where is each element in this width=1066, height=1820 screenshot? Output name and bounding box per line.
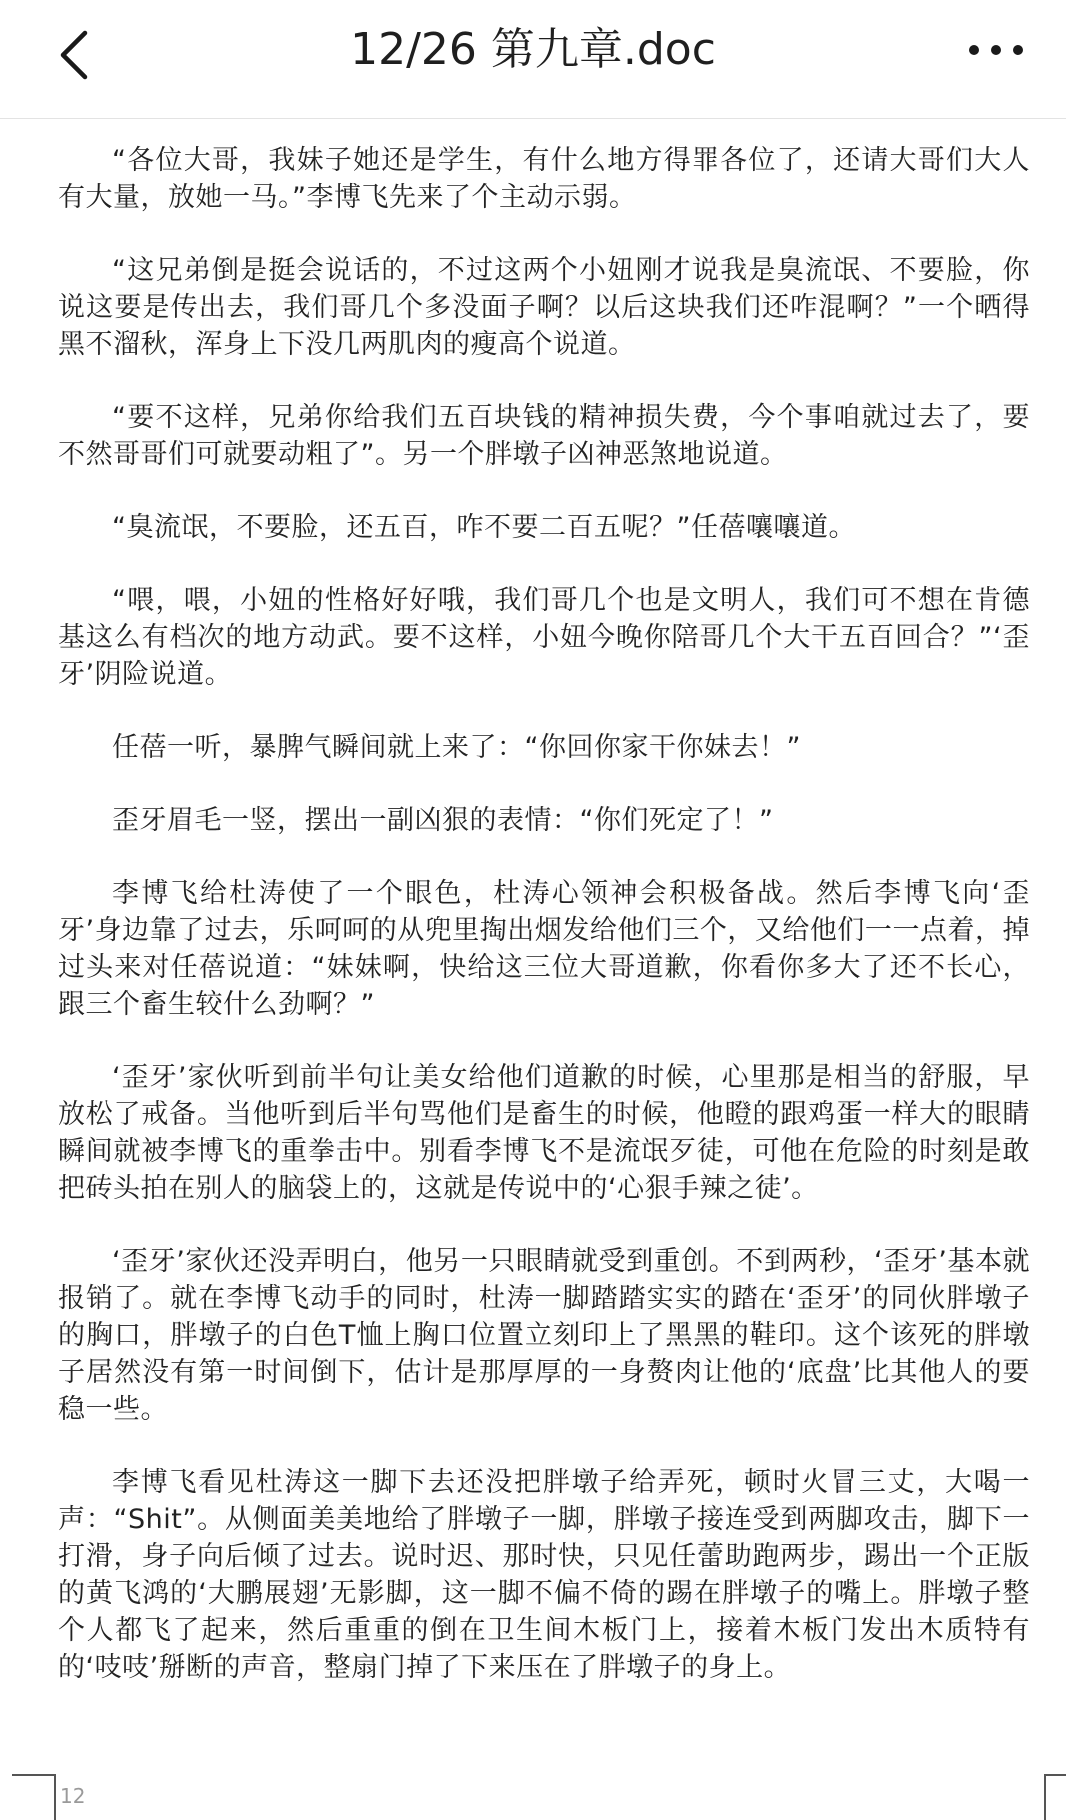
more-horizontal-icon bbox=[966, 42, 1026, 58]
paragraph: ‘歪牙’家伙听到前半句让美女给他们道歉的时候，心里那是相当的舒服，早放松了戒备。当他听到后半句骂他们是畜生的时候，他瞪的跟鸡蛋一样大的眼睛瞬间就被李博飞的重拳击中。别看李博飞不是流氓歹徒，可他在危险的时刻是敢把砖头拍在别人的脑袋上的，这就是传说中的‘心狠手辣之徒’。 bbox=[58, 1062, 1030, 1204]
more-options-button[interactable] bbox=[956, 22, 1036, 78]
paragraph: 任蓓一听，暴脾气瞬间就上来了：“你回你家干你妹去！” bbox=[112, 732, 801, 763]
paragraph: 李博飞看见杜涛这一脚下去还没把胖墩子给弄死，顿时火冒三丈，大喝一声：“Shit”。从侧面美美地给了胖墩子一脚，胖墩子接连受到两脚攻击，脚下一打滑，身子向后倾了过去。说时迟、那时快，只见任蕾助跑两步，踢出一个正版的黄飞鸿的‘大鹏展翅’无影脚，这一脚不偏不倚的踢在胖墩子的嘴上。胖墩子整个人都飞了起来，然后重重的倒在卫生间木板门上，接着木板门发出木质特有的‘吱吱’掰断的声音，整扇门掉了下来压在了胖墩子的身上。 bbox=[58, 1467, 1030, 1683]
paragraph: ‘歪牙’家伙还没弄明白，他另一只眼睛就受到重创。不到两秒，‘歪牙’基本就报销了。就在李博飞动手的同时，杜涛一脚踏踏实实的踏在‘歪牙’的同伙胖墩子的胸口，胖墩子的白色T恤上胸口位置立刻印上了黑黑的鞋印。这个该死的胖墩子居然没有第一时间倒下，估计是那厚厚的一身赘肉让他的‘底盘’比其他人的要稳一些。 bbox=[58, 1246, 1030, 1425]
paragraph: “喂，喂，小妞的性格好好哦，我们哥几个也是文明人，我们可不想在肯德基这么有档次的地方动武。要不这样，小妞今晚你陪哥几个大干五百回合？”‘歪牙’阴险说道。 bbox=[58, 585, 1030, 690]
paragraph: “臭流氓，不要脸，还五百，咋不要二百五呢？”任蓓嚷嚷道。 bbox=[112, 512, 856, 543]
top-navigation-bar bbox=[0, 0, 1066, 119]
document-title: 12/26 第九章.doc bbox=[350, 24, 716, 75]
paragraph: “各位大哥，我妹子她还是学生，有什么地方得罪各位了，还请大哥们大人有大量，放她一马。”李博飞先来了个主动示弱。 bbox=[58, 145, 1030, 213]
page-corner-mark-right bbox=[1044, 1774, 1066, 1820]
page-footer bbox=[0, 1774, 1066, 1820]
paragraph: “这兄弟倒是挺会说话的，不过这两个小妞刚才说我是臭流氓、不要脸，你说这要是传出去，我们哥几个多没面子啊？以后这块我们还咋混啊？”一个晒得黑不溜秋，浑身上下没几两肌肉的瘦高个说道。 bbox=[58, 255, 1030, 360]
page-corner-mark-left bbox=[12, 1774, 56, 1820]
chevron-left-icon bbox=[53, 29, 93, 81]
paragraph: 李博飞给杜涛使了一个眼色，杜涛心领神会积极备战。然后李博飞向‘歪牙’身边靠了过去，乐呵呵的从兜里掏出烟发给他们三个，又给他们一一点着，掉过头来对任蓓说道：“妹妹啊，快给这三位大哥道歉，你看你多大了还不长心，跟三个畜生较什么劲啊？” bbox=[58, 878, 1030, 1020]
back-button[interactable] bbox=[38, 20, 108, 90]
document-body bbox=[58, 142, 1030, 1722]
paragraph: 歪牙眉毛一竖，摆出一副凶狠的表情：“你们死定了！” bbox=[112, 805, 774, 836]
paragraph: “要不这样，兄弟你给我们五百块钱的精神损失费，今个事咱就过去了，要不然哥哥们可就要动粗了”。另一个胖墩子凶神恶煞地说道。 bbox=[58, 402, 1030, 470]
page-number: 12 bbox=[60, 1784, 86, 1808]
